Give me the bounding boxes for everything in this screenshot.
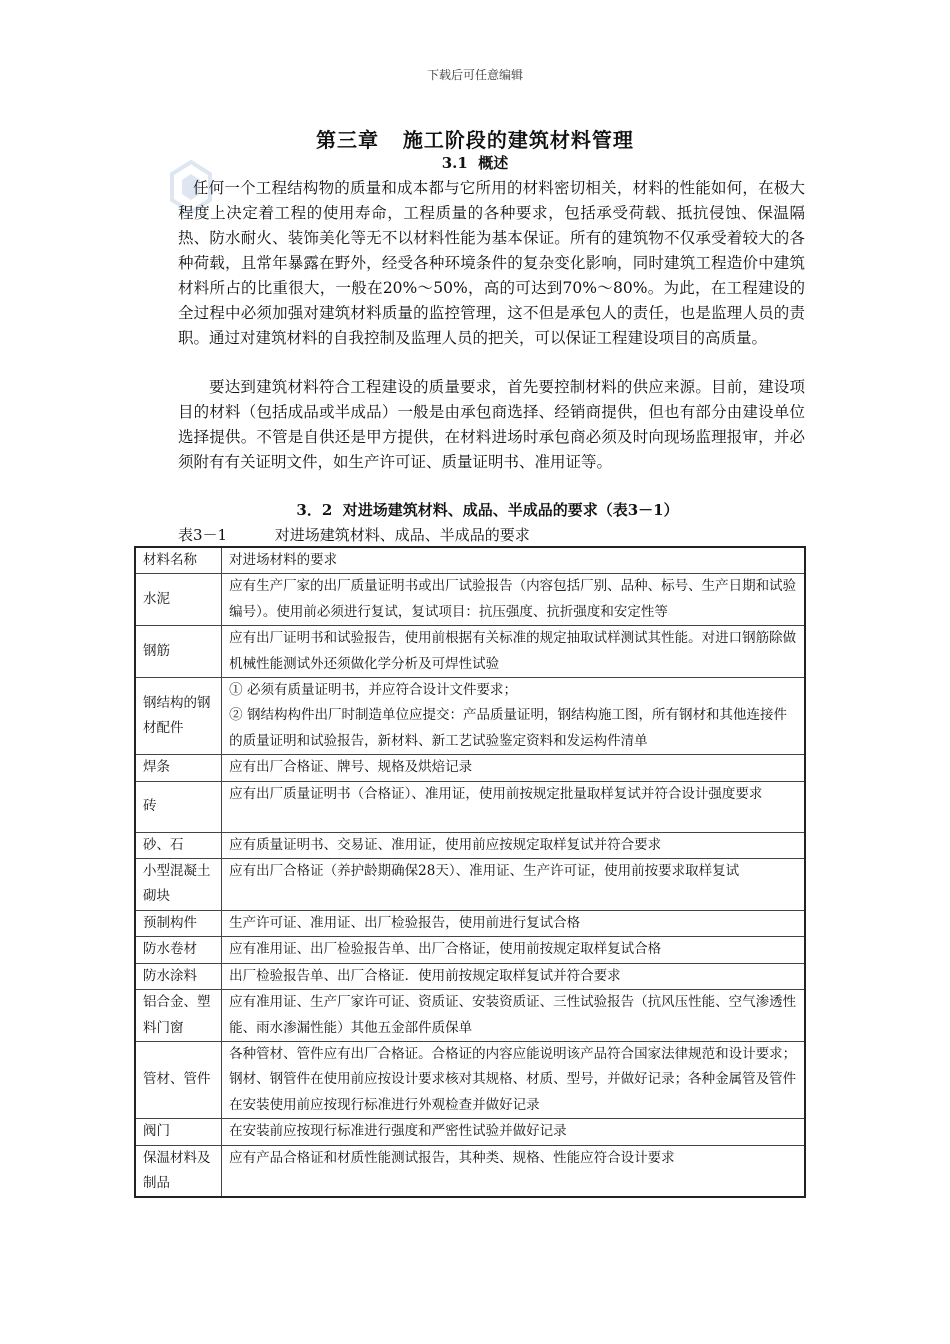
requirement-cell: 应有产品合格证和材质性能测试报告，其种类、规格、性能应符合设计要求 — [222, 1145, 805, 1197]
table-row — [135, 574, 805, 626]
requirement-cell: 出厂检验报告单、出厂合格证．使用前按规定取样复试并符合要求 — [222, 963, 805, 989]
table-row — [135, 963, 805, 989]
material-name-cell: 管材、管件 — [135, 1041, 222, 1118]
material-name-cell: 钢筋 — [135, 626, 222, 678]
table-row — [135, 755, 805, 781]
table-row — [135, 937, 805, 963]
table-row — [135, 990, 805, 1042]
requirement-cell: 应有质量证明书、交易证、准用证，使用前应按规定取样复试并符合要求 — [222, 832, 805, 858]
table-row — [135, 910, 805, 936]
material-name-cell: 钢结构的钢材配件 — [135, 678, 222, 755]
table-caption: 表3－1 对进场建筑材料、成品、半成品的要求 — [178, 526, 530, 544]
requirement-cell: ① 必须有质量证明书，并应符合设计文件要求； ② 钢结构构件出厂时制造单位应提交：产品质量证明，钢结构施工图，所有钢材和其他连接件的质量证明和试验报告，新材料、新工艺试验鉴定资料和发运构件清单 — [222, 678, 805, 755]
material-name-cell: 防水涂料 — [135, 963, 222, 989]
table-row — [135, 781, 805, 832]
table-row — [135, 1119, 805, 1145]
material-name-cell: 小型混凝土砌块 — [135, 859, 222, 911]
requirement-cell: 应有准用证、生产厂家许可证、资质证、安装资质证、三性试验报告（抗风压性能、空气渗透性能、雨水渗漏性能）其他五金部件质保单 — [222, 990, 805, 1042]
table-row — [135, 626, 805, 678]
section-1-title: 3.1 概述 — [441, 154, 509, 172]
page-header-note: 下载后可任意编辑 — [426, 68, 523, 82]
material-name-cell: 焊条 — [135, 755, 222, 781]
material-name-cell: 阀门 — [135, 1119, 222, 1145]
table-row — [135, 1041, 805, 1118]
table-row — [135, 832, 805, 858]
table-header-row — [135, 547, 805, 574]
header-material-name: 材料名称 — [135, 547, 222, 574]
requirement-cell: 应有生产厂家的出厂质量证明书或出厂试验报告（内容包括厂别、品种、标号、生产日期和试验编号）。使用前必须进行复试，复试项目：抗压强度、抗折强度和安定性等 — [222, 574, 805, 626]
requirement-cell: 各种管材、管件应有出厂合格证。合格证的内容应能说明该产品符合国家法律规范和设计要求；钢材、钢管件在使用前应按设计要求核对其规格、材质、型号，并做好记录；各种金属管及管件在安装使用前应按现行标准进行外观检查并做好记录 — [222, 1041, 805, 1118]
table-row — [135, 1145, 805, 1197]
material-name-cell: 砂、石 — [135, 832, 222, 858]
paragraph-1: 任何一个工程结构物的质量和成本都与它所用的材料密切相关，材料的性能如何，在极大程度上决定着工程的使用寿命，工程质量的各种要求，包括承受荷载、抵抗侵蚀、保温隔热、防水耐火、装饰美化等无不以材料性能为基本保证。所有的建筑物不仅承受着较大的各种荷载，且常年暴露在野外，经受各种环境条件的复杂变化影响，同时建筑工程造价中建筑材料所占的比重很大，一般在20%～50%，高的可达到70%～80%。为此，在工程建设的全过程中必须加强对建筑材料质量的监控管理，这不但是承包人的责任，也是监理人员的责职。通过对建筑材料的自我控制及监理人员的把关，可以保证工程建设项目的高质量。 — [178, 179, 805, 347]
material-name-cell: 砖 — [135, 781, 222, 832]
section-2-title: 3．2 对进场建筑材料、成品、半成品的要求（表3－1） — [296, 501, 679, 519]
requirement-cell: 应有出厂质量证明书（合格证）、准用证，使用前按规定批量取样复试并符合设计强度要求 — [222, 781, 805, 832]
material-name-cell: 防水卷材 — [135, 937, 222, 963]
paragraph-2: 要达到建筑材料符合工程建设的质量要求，首先要控制材料的供应来源。目前，建设项目的材料（包括成品或半成品）一般是由承包商选择、经销商提供，但也有部分由建设单位选择提供。不管是自供还是甲方提供，在材料进场时承包商必须及时向现场监理报审，并必须附有有关证明文件，如生产许可证、质量证明书、准用证等。 — [178, 378, 805, 471]
material-name-cell: 预制构件 — [135, 910, 222, 936]
requirement-cell: 应有出厂合格证、牌号、规格及烘焙记录 — [222, 755, 805, 781]
requirement-cell: 应有准用证、出厂检验报告单、出厂合格证，使用前按规定取样复试合格 — [222, 937, 805, 963]
requirements-table — [134, 546, 806, 1198]
requirement-cell: 生产许可证、准用证、出厂检验报告，使用前进行复试合格 — [222, 910, 805, 936]
material-name-cell: 水泥 — [135, 574, 222, 626]
material-name-cell: 铝合金、塑料门窗 — [135, 990, 222, 1042]
chapter-title: 第三章 施工阶段的建筑材料管理 — [316, 128, 634, 152]
material-name-cell: 保温材料及制品 — [135, 1145, 222, 1197]
header-requirement: 对进场材料的要求 — [222, 547, 805, 574]
requirement-cell: 在安装前应按现行标准进行强度和严密性试验并做好记录 — [222, 1119, 805, 1145]
table-row — [135, 859, 805, 911]
requirement-cell: 应有出厂合格证（养护龄期确保28天）、准用证、生产许可证，使用前按要求取样复试 — [222, 859, 805, 911]
table-row — [135, 678, 805, 755]
requirement-cell: 应有出厂证明书和试验报告，使用前根据有关标准的规定抽取试样测试其性能。对进口钢筋除做机械性能测试外还须做化学分析及可焊性试验 — [222, 626, 805, 678]
